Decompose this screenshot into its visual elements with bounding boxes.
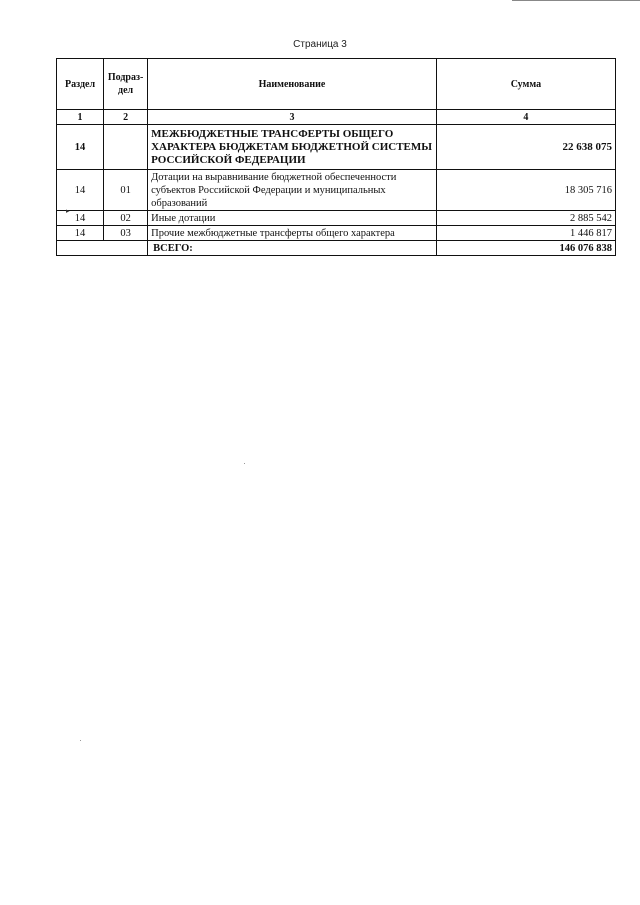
column-number-row <box>57 110 616 125</box>
row-name: Прочие межбюджетные трансферты общего характера <box>148 226 437 241</box>
header-sum: Сумма <box>436 59 615 110</box>
total-spacer <box>57 241 148 256</box>
table-row <box>57 125 616 170</box>
table-row <box>57 211 616 226</box>
total-label: ВСЕГО: <box>148 241 437 256</box>
budget-table <box>56 58 616 256</box>
table-header-row <box>57 59 616 110</box>
scan-speck <box>244 463 245 464</box>
page-number-label: Страница 3 <box>293 39 347 50</box>
row-podrazdel: 03 <box>104 226 148 241</box>
total-row <box>57 241 616 256</box>
row-podrazdel: 02 <box>104 211 148 226</box>
row-podrazdel: 01 <box>104 170 148 211</box>
corner-scan-mark <box>512 0 640 4</box>
column-number: 2 <box>104 110 148 125</box>
scan-arrow-mark: ▸ <box>66 207 70 215</box>
row-name: Дотации на выравнивание бюджетной обеспеченности субъектов Российской Федерации и муниципальных образований <box>148 170 437 211</box>
table-row <box>57 170 616 211</box>
row-name: МЕЖБЮДЖЕТНЫЕ ТРАНСФЕРТЫ ОБЩЕГО ХАРАКТЕРА БЮДЖЕТАМ БЮДЖЕТНОЙ СИСТЕМЫ РОССИЙСКОЙ ФЕДЕРАЦИИ <box>148 125 437 170</box>
column-number: 4 <box>436 110 615 125</box>
row-razdel: 14 <box>57 211 104 226</box>
header-podrazdel: Подраз- дел <box>104 59 148 110</box>
table-row <box>57 226 616 241</box>
scan-speck <box>80 740 81 741</box>
row-razdel: 14 <box>57 226 104 241</box>
header-name: Наименование <box>148 59 437 110</box>
row-sum: 22 638 075 <box>436 125 615 170</box>
row-sum: 18 305 716 <box>436 170 615 211</box>
row-name: Иные дотации <box>148 211 437 226</box>
total-sum: 146 076 838 <box>436 241 615 256</box>
row-sum: 1 446 817 <box>436 226 615 241</box>
row-podrazdel <box>104 125 148 170</box>
row-razdel: 14 <box>57 125 104 170</box>
header-razdel: Раздел <box>57 59 104 110</box>
row-razdel: 14 <box>57 170 104 211</box>
row-sum: 2 885 542 <box>436 211 615 226</box>
column-number: 1 <box>57 110 104 125</box>
column-number: 3 <box>148 110 437 125</box>
